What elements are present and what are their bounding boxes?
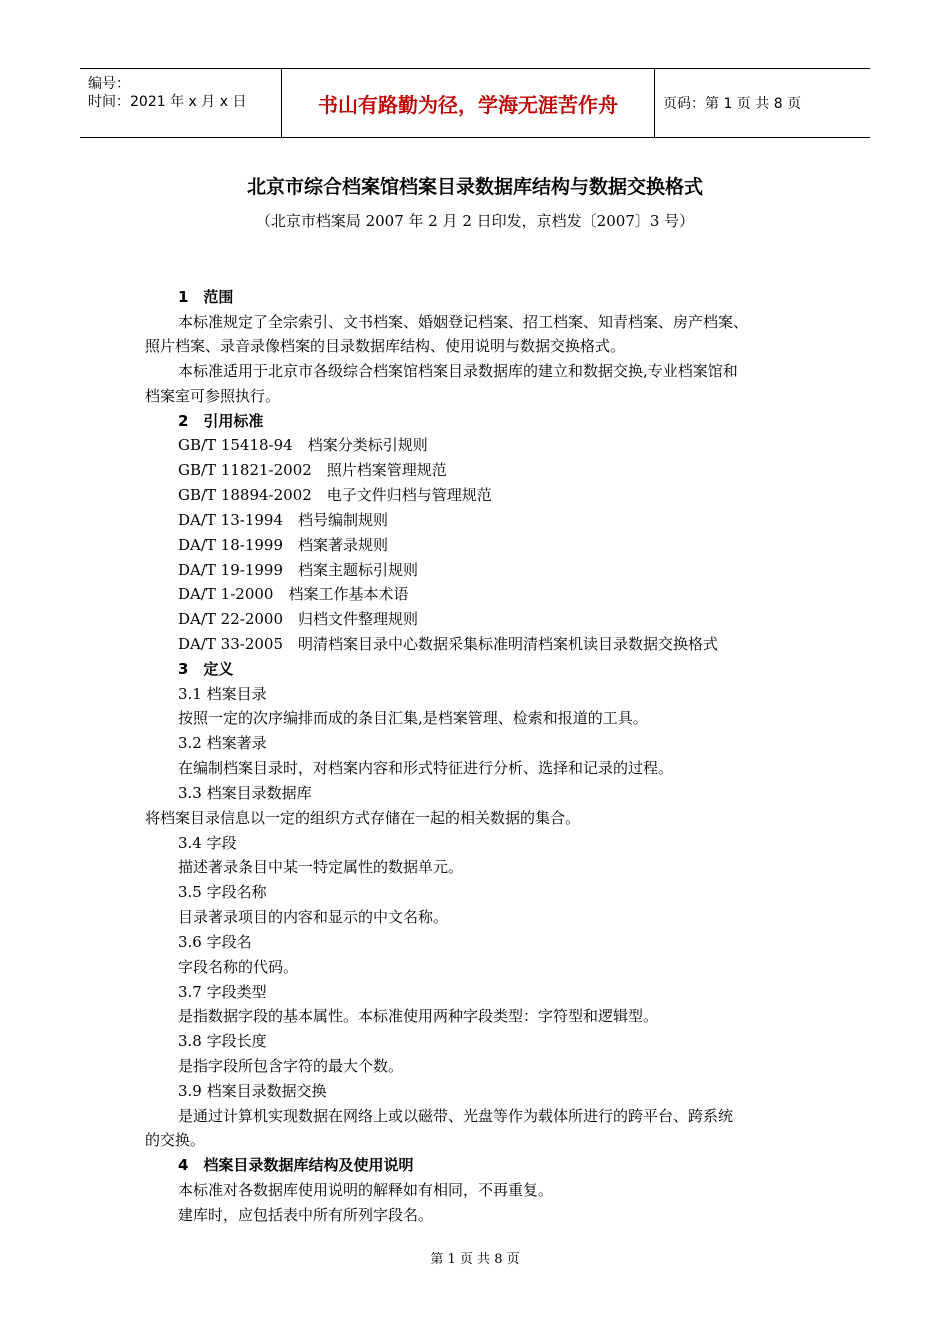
definition-text: 是通过计算机实现数据在网络上或以磁带、光盘等作为载体所进行的跨平台、跨系统 xyxy=(178,1107,734,1125)
header-left-cell xyxy=(80,69,282,137)
reference-item: DA/T 18-1999 档案著录规则 xyxy=(178,536,389,554)
header-motto: 书山有路勤为径，学海无涯苦作舟 xyxy=(282,69,655,137)
definition-term: 3.3 档案目录数据库 xyxy=(178,784,312,802)
document-date: 时间：2021 年 x 月 x 日 xyxy=(88,94,247,110)
definition-term: 3.2 档案著录 xyxy=(178,734,267,752)
definition-term: 3.4 字段 xyxy=(178,834,237,852)
definition-term: 3.8 字段长度 xyxy=(178,1032,267,1050)
section-heading-scope: 1 范围 xyxy=(178,288,234,306)
definition-text: 在编制档案目录时，对档案内容和形式特征进行分析、选择和记录的过程。 xyxy=(178,759,674,777)
definition-text: 字段名称的代码。 xyxy=(178,958,299,976)
reference-item: GB/T 15418-94 档案分类标引规则 xyxy=(178,436,428,454)
definition-term: 3.7 字段类型 xyxy=(178,983,267,1001)
definition-text: 的交换。 xyxy=(145,1131,206,1149)
reference-item: DA/T 13-1994 档号编制规则 xyxy=(178,511,389,529)
definition-term: 3.5 字段名称 xyxy=(178,883,267,901)
reference-item: GB/T 18894-2002 电子文件归档与管理规范 xyxy=(178,486,492,504)
document-subtitle: （北京市档案局 2007 年 2 月 2 日印发，京档发〔2007〕3 号） xyxy=(255,212,695,230)
definition-text: 将档案目录信息以一定的组织方式存储在一起的相关数据的集合。 xyxy=(145,809,581,827)
document-number-label: 编号： xyxy=(88,76,130,92)
section-heading-definitions: 3 定义 xyxy=(178,660,234,678)
reference-item: DA/T 33-2005 明清档案目录中心数据采集标准明清档案机读目录数据交换格式 xyxy=(178,635,719,653)
header-page-info: 页码：第 1 页 共 8 页 xyxy=(663,96,802,112)
page-footer: 第 1 页 共 8 页 xyxy=(430,1252,520,1267)
definition-text: 是指字段所包含字符的最大个数。 xyxy=(178,1057,404,1075)
definition-text: 目录著录项目的内容和显示的中文名称。 xyxy=(178,908,449,926)
definition-text: 是指数据字段的基本属性。本标准使用两种字段类型：字符型和逻辑型。 xyxy=(178,1007,659,1025)
definition-term: 3.1 档案目录 xyxy=(178,685,267,703)
section-heading-references: 2 引用标准 xyxy=(178,412,264,430)
definition-term: 3.9 档案目录数据交换 xyxy=(178,1082,327,1100)
definition-term: 3.6 字段名 xyxy=(178,933,252,951)
reference-item: DA/T 19-1999 档案主题标引规则 xyxy=(178,561,419,579)
paragraph-line: 本标准对各数据库使用说明的解释如有相同，不再重复。 xyxy=(178,1181,554,1199)
reference-item: DA/T 22-2000 归档文件整理规则 xyxy=(178,610,419,628)
paragraph-line: 本标准适用于北京市各级综合档案馆档案目录数据库的建立和数据交换,专业档案馆和 xyxy=(178,362,738,380)
paragraph-line: 建库时，应包括表中所有所列字段名。 xyxy=(178,1206,434,1224)
section-heading-structure: 4 档案目录数据库结构及使用说明 xyxy=(178,1156,414,1174)
reference-item: DA/T 1-2000 档案工作基本术语 xyxy=(178,585,409,603)
page-header xyxy=(80,68,870,138)
paragraph-line: 档案室可参照执行。 xyxy=(145,387,281,405)
definition-text: 按照一定的次序编排而成的条目汇集,是档案管理、检索和报道的工具。 xyxy=(178,709,648,727)
paragraph-line: 本标准规定了全宗索引、文书档案、婚姻登记档案、招工档案、知青档案、房产档案、 xyxy=(178,313,749,331)
document-title: 北京市综合档案馆档案目录数据库结构与数据交换格式 xyxy=(246,176,703,198)
definition-text: 描述著录条目中某一特定属性的数据单元。 xyxy=(178,858,464,876)
paragraph-line: 照片档案、录音录像档案的目录数据库结构、使用说明与数据交换格式。 xyxy=(145,337,626,355)
reference-item: GB/T 11821-2002 照片档案管理规范 xyxy=(178,461,447,479)
